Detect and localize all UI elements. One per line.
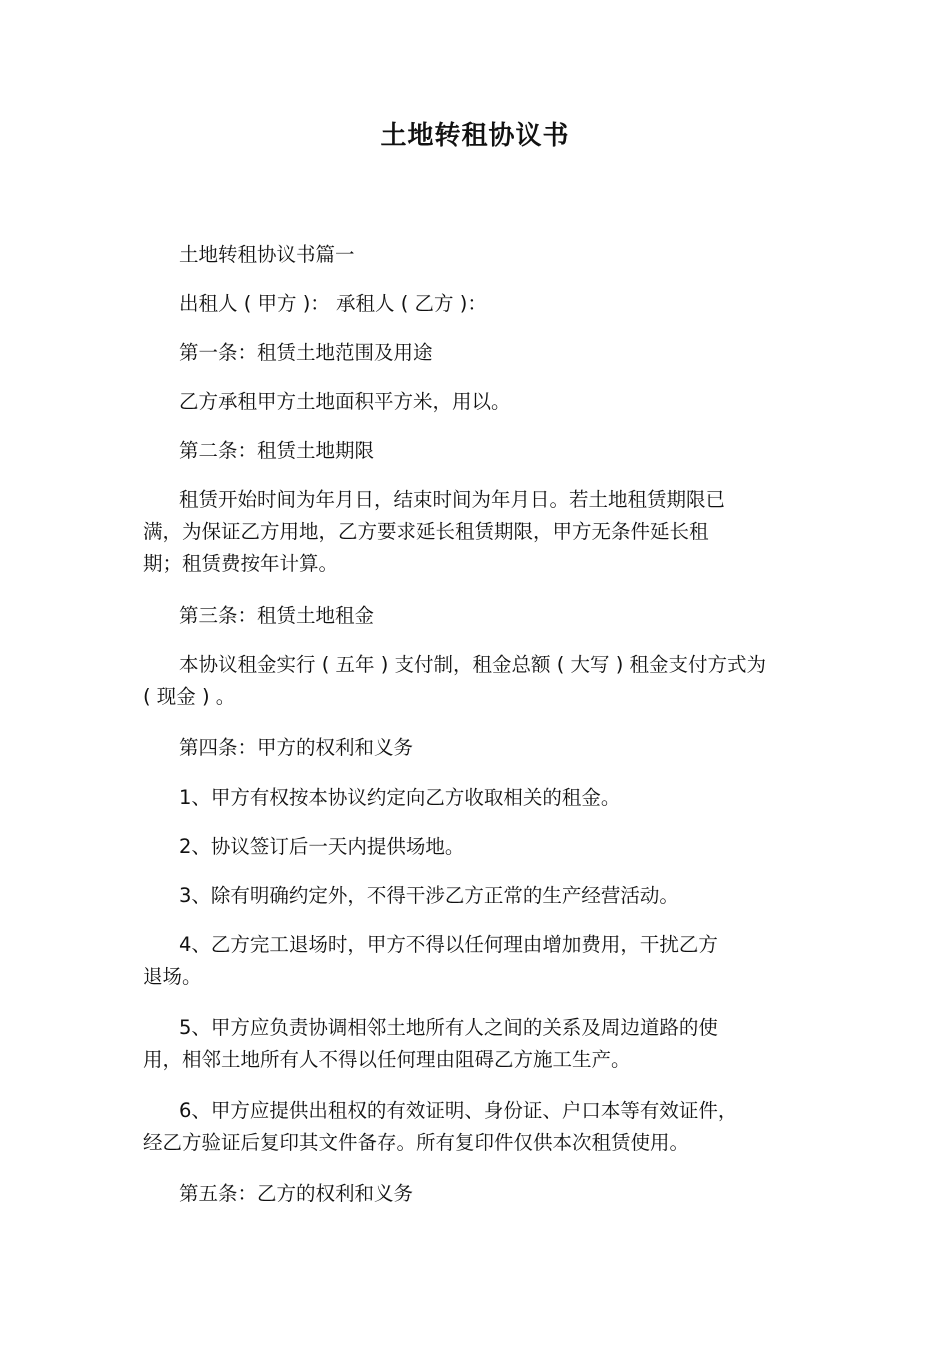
paragraph-line: 2、协议签订后一天内提供场地。 xyxy=(179,835,465,858)
article-heading-3 xyxy=(143,600,823,632)
article-heading-1 xyxy=(143,337,823,369)
paragraph-line: 第五条：乙方的权利和义务 xyxy=(179,1182,414,1205)
paragraph xyxy=(143,649,823,713)
list-item xyxy=(143,929,823,993)
paragraph-line: 4、乙方完工退场时，甲方不得以任何理由增加费用，干扰乙方 xyxy=(179,933,718,956)
list-item xyxy=(143,880,823,912)
paragraph-line: 期；租赁费按年计算。 xyxy=(143,552,339,575)
paragraph-line: 土地转租协议书篇一 xyxy=(179,243,355,266)
article-heading-4 xyxy=(143,732,823,764)
paragraph-line: 5、甲方应负责协调相邻土地所有人之间的关系及周边道路的使 xyxy=(179,1016,718,1039)
paragraph-line: 3、除有明确约定外，不得干涉乙方正常的生产经营活动。 xyxy=(179,884,679,907)
paragraph-line: 用，相邻土地所有人不得以任何理由阻碍乙方施工生产。 xyxy=(143,1048,631,1071)
paragraph-line: 6、甲方应提供出租权的有效证明、身份证、户口本等有效证件， xyxy=(179,1099,738,1122)
section-heading-part-one xyxy=(143,239,823,271)
parties-line xyxy=(143,288,823,320)
paragraph-line: 第三条：租赁土地租金 xyxy=(179,604,375,627)
paragraph-line: 第四条：甲方的权利和义务 xyxy=(179,736,414,759)
paragraph-line: 1、甲方有权按本协议约定向乙方收取相关的租金。 xyxy=(179,786,621,809)
article-heading-5 xyxy=(143,1178,823,1210)
list-item xyxy=(143,782,823,814)
paragraph-line: 满，为保证乙方用地，乙方要求延长租赁期限，甲方无条件延长租 xyxy=(143,520,709,543)
article-heading-2 xyxy=(143,435,823,467)
paragraph-line: 乙方承租甲方土地面积平方米，用以。 xyxy=(179,390,511,413)
paragraph-line: 本协议租金实行 ( 五年 ) 支付制，租金总额 ( 大写 ) 租金支付方式为 xyxy=(179,653,767,676)
document-title: 土地转租协议书 xyxy=(380,121,570,151)
list-item xyxy=(143,831,823,863)
paragraph-line: 退场。 xyxy=(143,965,202,988)
paragraph xyxy=(143,484,823,580)
paragraph-line: 第二条：租赁土地期限 xyxy=(179,439,375,462)
paragraph-line: 出租人 ( 甲方 )： 承租人 ( 乙方 )： xyxy=(179,292,487,315)
list-item xyxy=(143,1095,823,1159)
paragraph-line: ( 现金 ) 。 xyxy=(143,685,236,708)
paragraph-line: 第一条：租赁土地范围及用途 xyxy=(179,341,433,364)
paragraph-line: 经乙方验证后复印其文件备存。所有复印件仅供本次租赁使用。 xyxy=(143,1131,690,1154)
paragraph xyxy=(143,386,823,418)
list-item xyxy=(143,1012,823,1076)
paragraph-line: 租赁开始时间为年月日，结束时间为年月日。若土地租赁期限已 xyxy=(179,488,726,511)
